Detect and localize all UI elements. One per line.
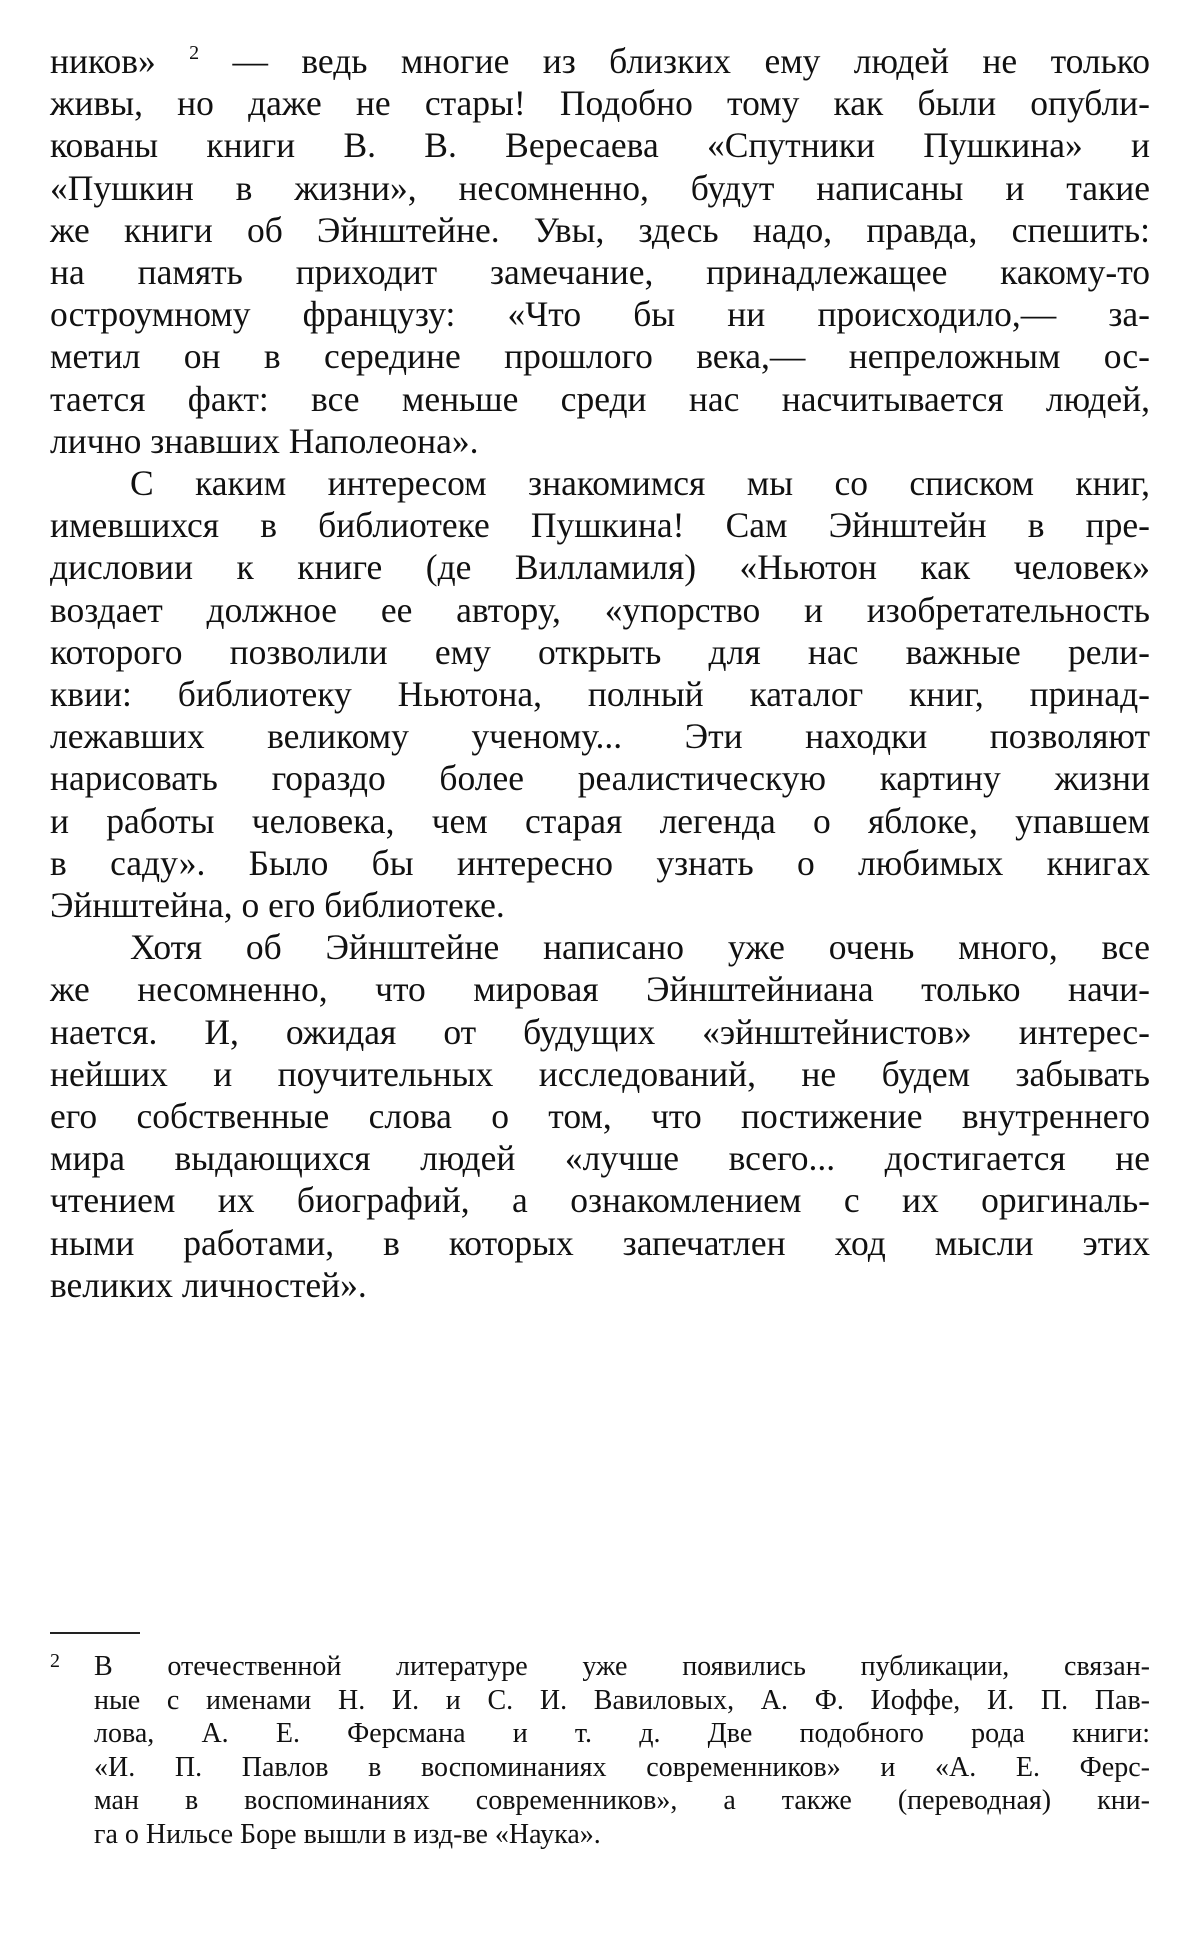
text-line: нарисовать гораздо более реалистическую картину жизни: [50, 758, 1150, 799]
text-line: Хотя об Эйнштейне написано уже очень много, все: [130, 927, 1150, 968]
text-line: живы, но даже не стары! Подобно тому как были опубли-: [50, 83, 1150, 124]
text-line: [50, 40, 1150, 82]
text-line: которого позволили ему открыть для нас важные рели-: [50, 631, 1150, 672]
text-line: кованы книги В. В. Вересаева «Спутники Пушкина» и: [50, 125, 1150, 166]
paragraph-1: [50, 40, 1150, 462]
text-line: дисловии к книге (де Вилламиля) «Ньютон как человек»: [50, 547, 1150, 588]
text-line: его собственные слова о том, что постижение внутреннего: [50, 1096, 1150, 1137]
text-line: же книги об Эйнштейне. Увы, здесь надо, правда, спешить:: [50, 209, 1150, 250]
text-line: лично знавших Наполеона».: [50, 420, 479, 461]
paragraph-3: [50, 926, 1150, 1306]
text-line: же несомненно, что мировая Эйнштейниана только начи-: [50, 969, 1150, 1010]
text-line: лежавших великому ученому... Эти находки позволяют: [50, 716, 1150, 757]
footnote-line: ман в воспоминаниях современников», а также (переводная) кни-: [94, 1785, 1150, 1817]
footnote-divider: [50, 1632, 140, 1634]
text-fragment: ников»: [50, 41, 190, 81]
text-line: в саду». Было бы интересно узнать о любимых книгах: [50, 842, 1150, 883]
text-line: чтением их биографий, а ознакомлением с их оригиналь-: [50, 1180, 1150, 1221]
text-line: имевшихся в библиотеке Пушкина! Сам Эйнштейн в пре-: [50, 505, 1150, 546]
footnote-reference[interactable]: 2: [189, 42, 200, 64]
paragraph-2: [50, 462, 1150, 926]
text-line: воздает должное ее автору, «упорство и изобретательность: [50, 589, 1150, 630]
footnote-line: га о Нильсе Боре вышли в изд-ве «Наука».: [94, 1818, 601, 1850]
text-line: мира выдающихся людей «лучше всего... достигается не: [50, 1138, 1150, 1179]
text-line: Эйнштейна, о его библиотеке.: [50, 885, 505, 926]
text-line: ными работами, в которых запечатлен ход мысли этих: [50, 1222, 1150, 1263]
footnote-line: «И. П. Павлов в воспоминаниях современников» и «А. Е. Ферс-: [94, 1751, 1150, 1783]
text-fragment: — ведь многие из близких ему людей не только: [199, 41, 1150, 81]
text-line: нейших и поучительных исследований, не будем забывать: [50, 1053, 1150, 1094]
footnote-line: 2 В отечественной литературе уже появились публикации, связан-: [50, 1650, 1150, 1682]
text-line: метил он в середине прошлого века,— непреложным ос-: [50, 336, 1150, 377]
footnote: [50, 1650, 1150, 1852]
text-line: квии: библиотеку Ньютона, полный каталог книг, принад-: [50, 674, 1150, 715]
text-line: «Пушкин в жизни», несомненно, будут написаны и такие: [50, 167, 1150, 208]
text-line: на память приходит замечание, принадлежащее какому-то: [50, 252, 1150, 293]
text-line: и работы человека, чем старая легенда о яблоке, упавшем: [50, 800, 1150, 841]
text-line: тается факт: все меньше среди нас насчитывается людей,: [50, 378, 1150, 419]
text-line: великих личностей».: [50, 1264, 367, 1305]
text-fragment: В отечественной литературе уже появились публикации, связан-: [94, 1651, 1150, 1682]
text-line: остроумному французу: «Что бы ни происходило,— за-: [50, 294, 1150, 335]
footnote-line: ные с именами Н. И. и С. И. Вавиловых, А. Ф. Иоффе, И. П. Пав-: [94, 1684, 1150, 1716]
footnote-line: лова, А. Е. Ферсмана и т. д. Две подобного рода книги:: [94, 1718, 1150, 1750]
text-line: нается. И, ожидая от будущих «эйнштейнистов» интерес-: [50, 1011, 1150, 1052]
text-line: С каким интересом знакомимся мы со списком книг,: [130, 463, 1150, 504]
page-body: [50, 40, 1150, 1306]
